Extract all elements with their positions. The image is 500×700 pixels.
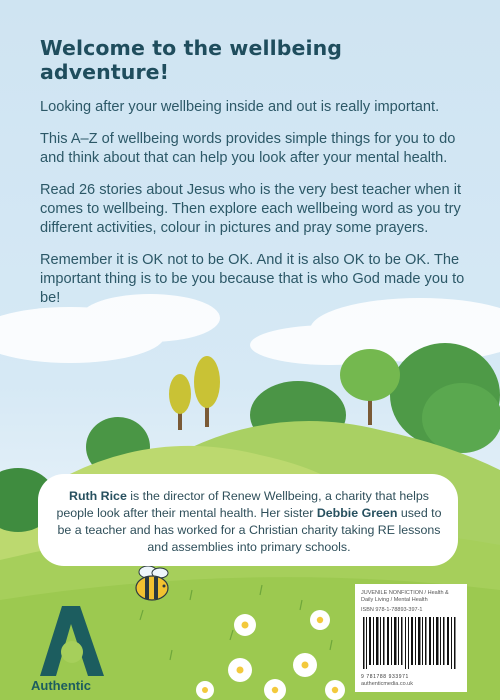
barcode-icon bbox=[361, 617, 461, 669]
page-title: Welcome to the wellbeing adventure! bbox=[40, 36, 343, 84]
author-name-2: Debbie Green bbox=[316, 506, 398, 520]
paragraph-2: This A–Z of wellbeing words provides simple things for you to do and think about that can help you look after your mental health. bbox=[40, 131, 456, 166]
bio-text-1: is the director of Renew Wellbeing, a charity that helps people look after their mental health. Her sister bbox=[56, 489, 429, 520]
publisher-name: Authentic bbox=[31, 678, 91, 693]
author-name-1: Ruth Rice bbox=[69, 489, 127, 503]
author-bio-box bbox=[38, 474, 458, 566]
barcode-panel bbox=[355, 584, 467, 692]
bio-text-2: used to be a teacher and has worked for a Christian charity taking RE lessons and assemblies into primary schools. bbox=[57, 506, 442, 554]
paragraph-4: Remember it is OK not to be OK. And it is also OK to be OK. The important thing is to be you because that is who God made you to be! bbox=[40, 252, 465, 306]
paragraph-3: Read 26 stories about Jesus who is the very best teacher when it comes to wellbeing. Then explore each wellbeing word as you try different activities, colour in pictures and pray some prayers. bbox=[40, 182, 462, 236]
paragraph-1: Looking after your wellbeing inside and out is really important. bbox=[40, 99, 440, 115]
publisher-website: authenticmedia.co.uk bbox=[361, 681, 413, 687]
barcode-digits: 9 781788 933971 bbox=[361, 674, 409, 680]
intro-text bbox=[40, 36, 465, 321]
bee bbox=[136, 566, 168, 600]
isbn-text: ISBN 978-1-78893-397-1 bbox=[361, 607, 423, 613]
book-category: JUVENILE NONFICTION / Health & Daily Living / Mental Health bbox=[361, 590, 449, 603]
